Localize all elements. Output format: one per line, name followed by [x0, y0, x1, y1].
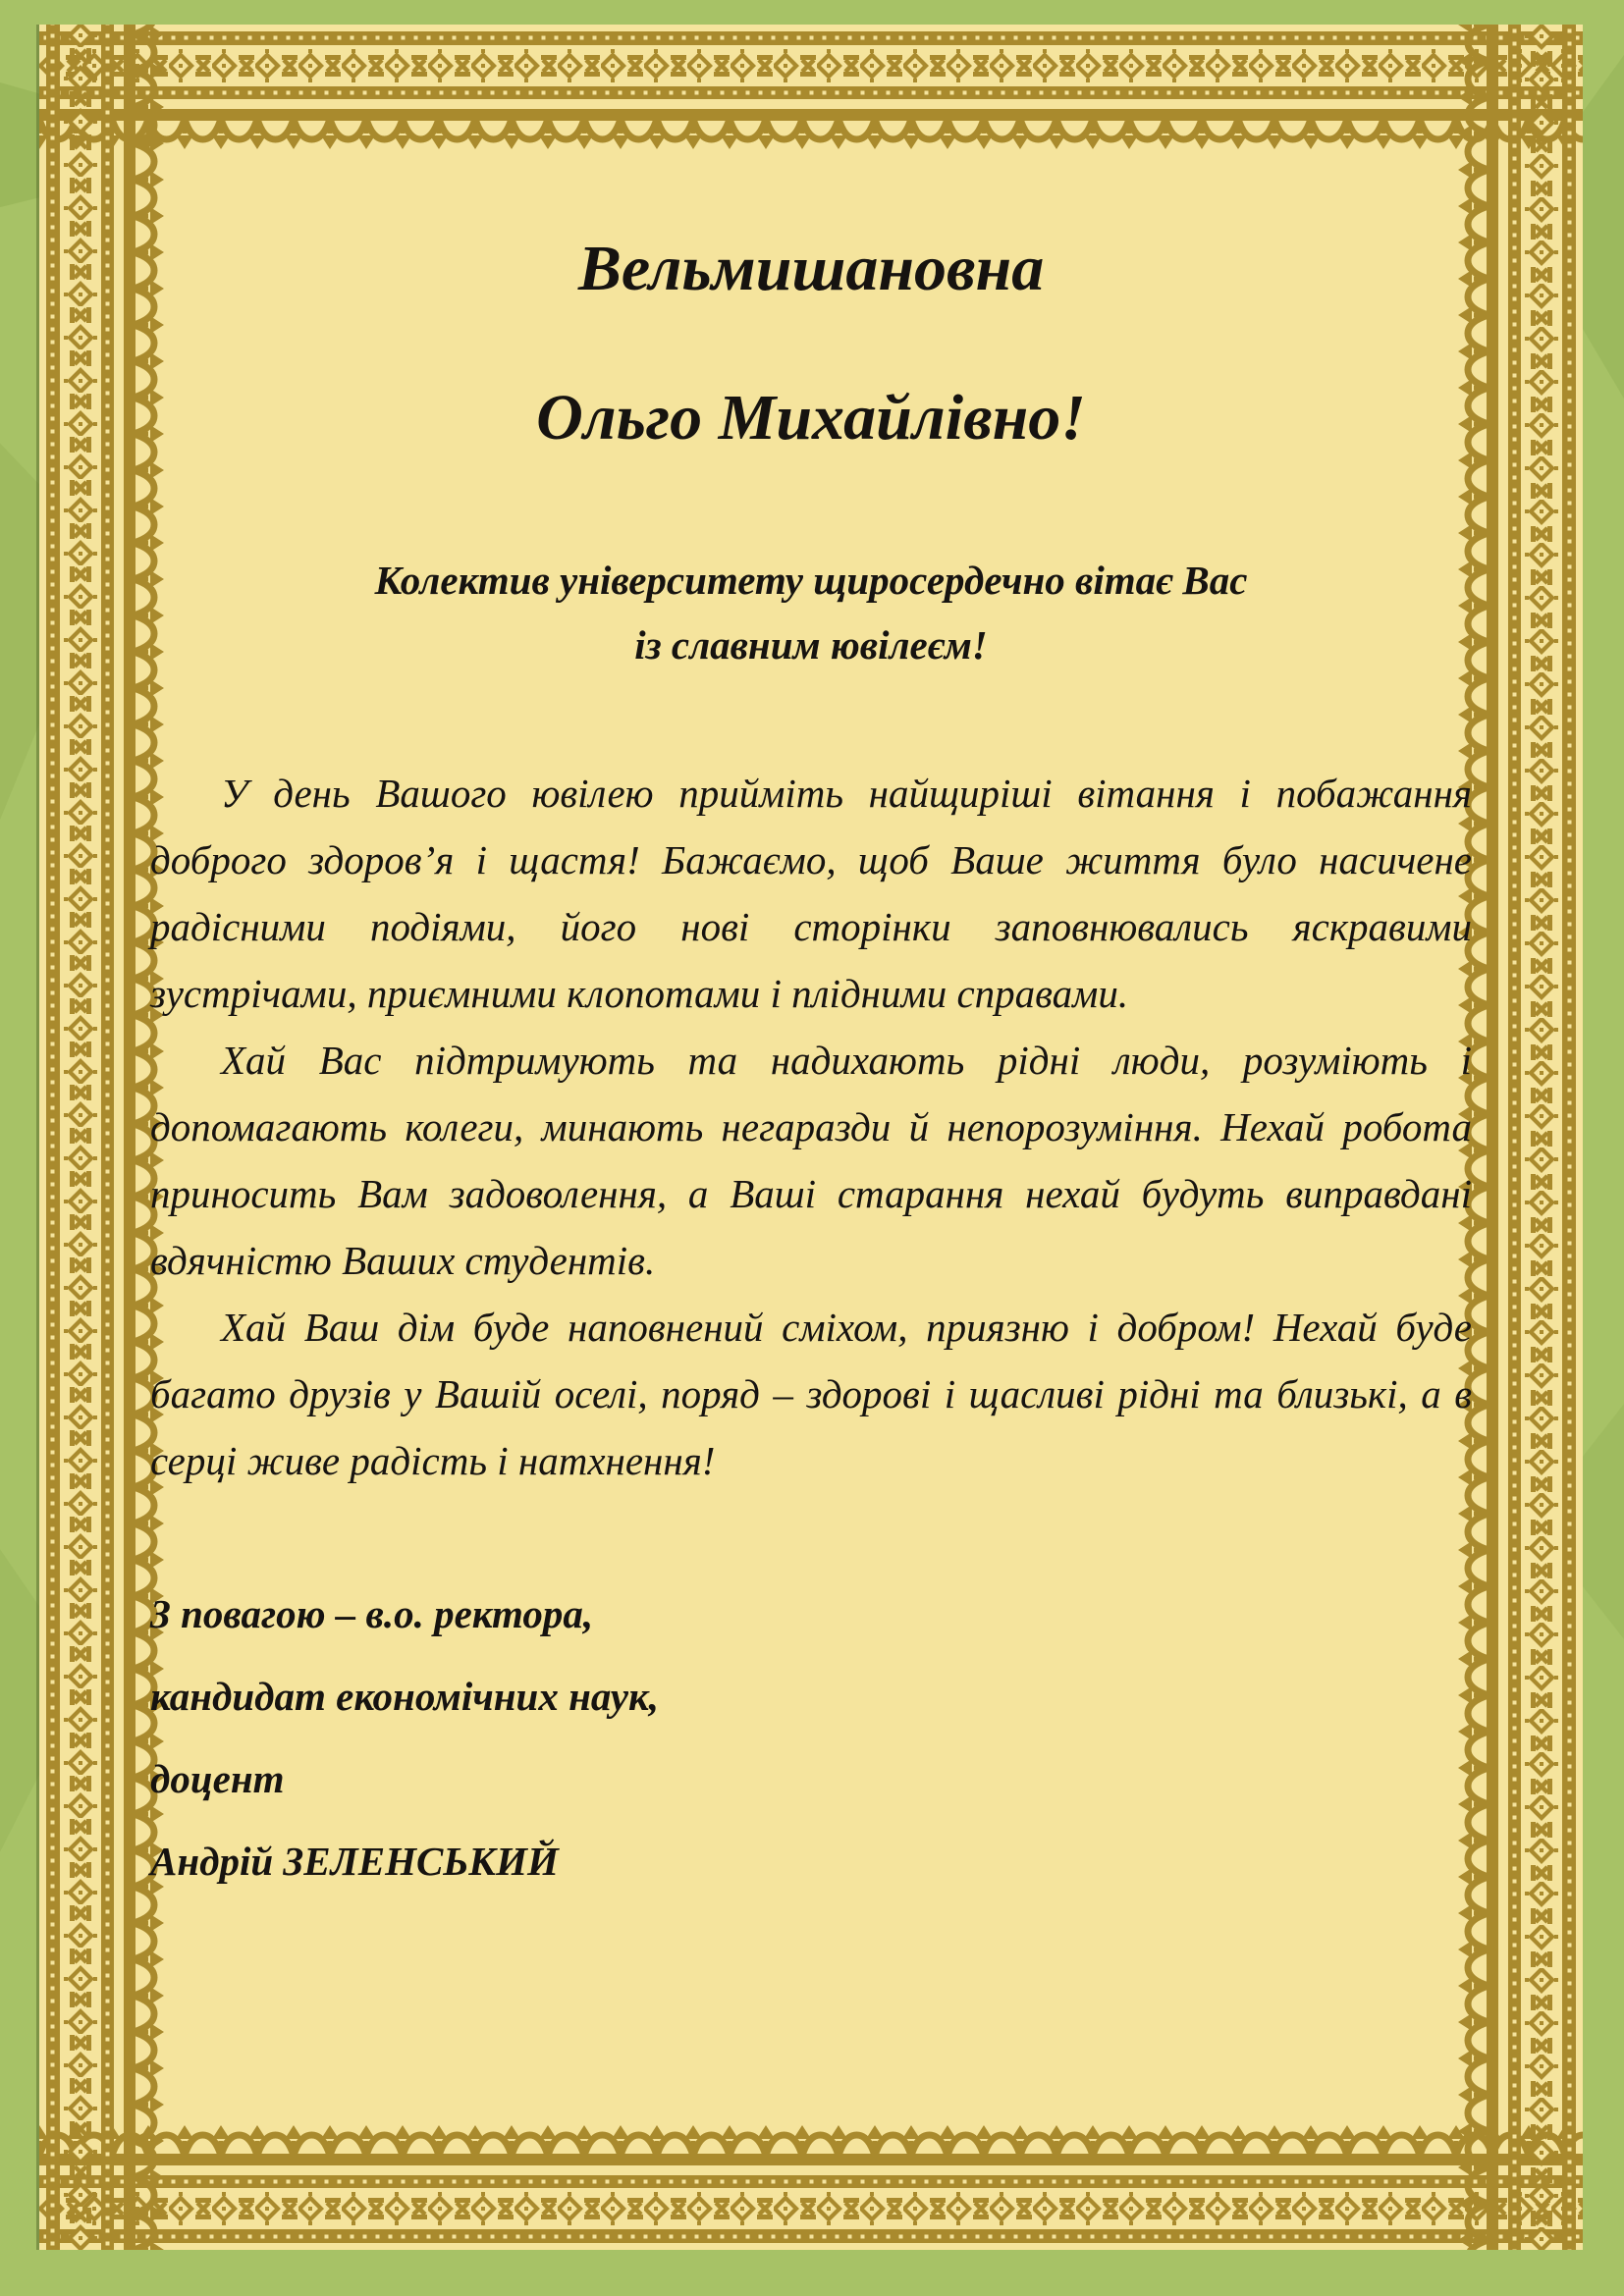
signature-line-1: З повагою – в.о. ректора, — [150, 1591, 594, 1636]
paragraph-2: Хай Вас підтримують та надихають рідні люди, розуміють і допомагають колеги, минають негаразди й непорозуміння. Нехай робота приносить Вам задоволення, а Ваші старання нехай будуть виправдані вдячністю Ваших студентів. — [150, 1038, 1472, 1283]
signature-block — [150, 1573, 1472, 1902]
paragraph-3: Хай Ваш дім буде наповнений сміхом, приязню і добром! Нехай буде багато друзів у Вашій оселі, поряд – здорові і щасливі рідні та близькі, а в серці живе радість і натхнення! — [150, 1305, 1472, 1483]
letter-page — [39, 25, 1583, 2250]
signature-line-2: кандидат економічних наук, — [150, 1674, 660, 1719]
signature-line-4: Андрій ЗЕЛЕНСЬКИЙ — [150, 1839, 559, 1884]
greeting-line-2: із славним ювілеєм! — [634, 622, 988, 667]
letter-body — [150, 760, 1472, 1494]
letter-content — [150, 150, 1472, 2152]
paragraph-1: У день Вашого ювілею прийміть найщиріші вітання і побажання доброго здоров’я і щастя! Бажаємо, щоб Ваше життя було насичене радісними подіями, його нові сторінки заповнювались яскравими зустрічами, приємними клопотами і плідними справами. — [150, 771, 1472, 1016]
signature-line-3: доцент — [150, 1756, 285, 1801]
title-line-2: Ольго Михайлівно! — [536, 382, 1086, 454]
greeting-line-1: Колектив університету щиросердечно вітає Вас — [374, 558, 1248, 603]
title-line-1: Вельмишановна — [577, 233, 1045, 304]
